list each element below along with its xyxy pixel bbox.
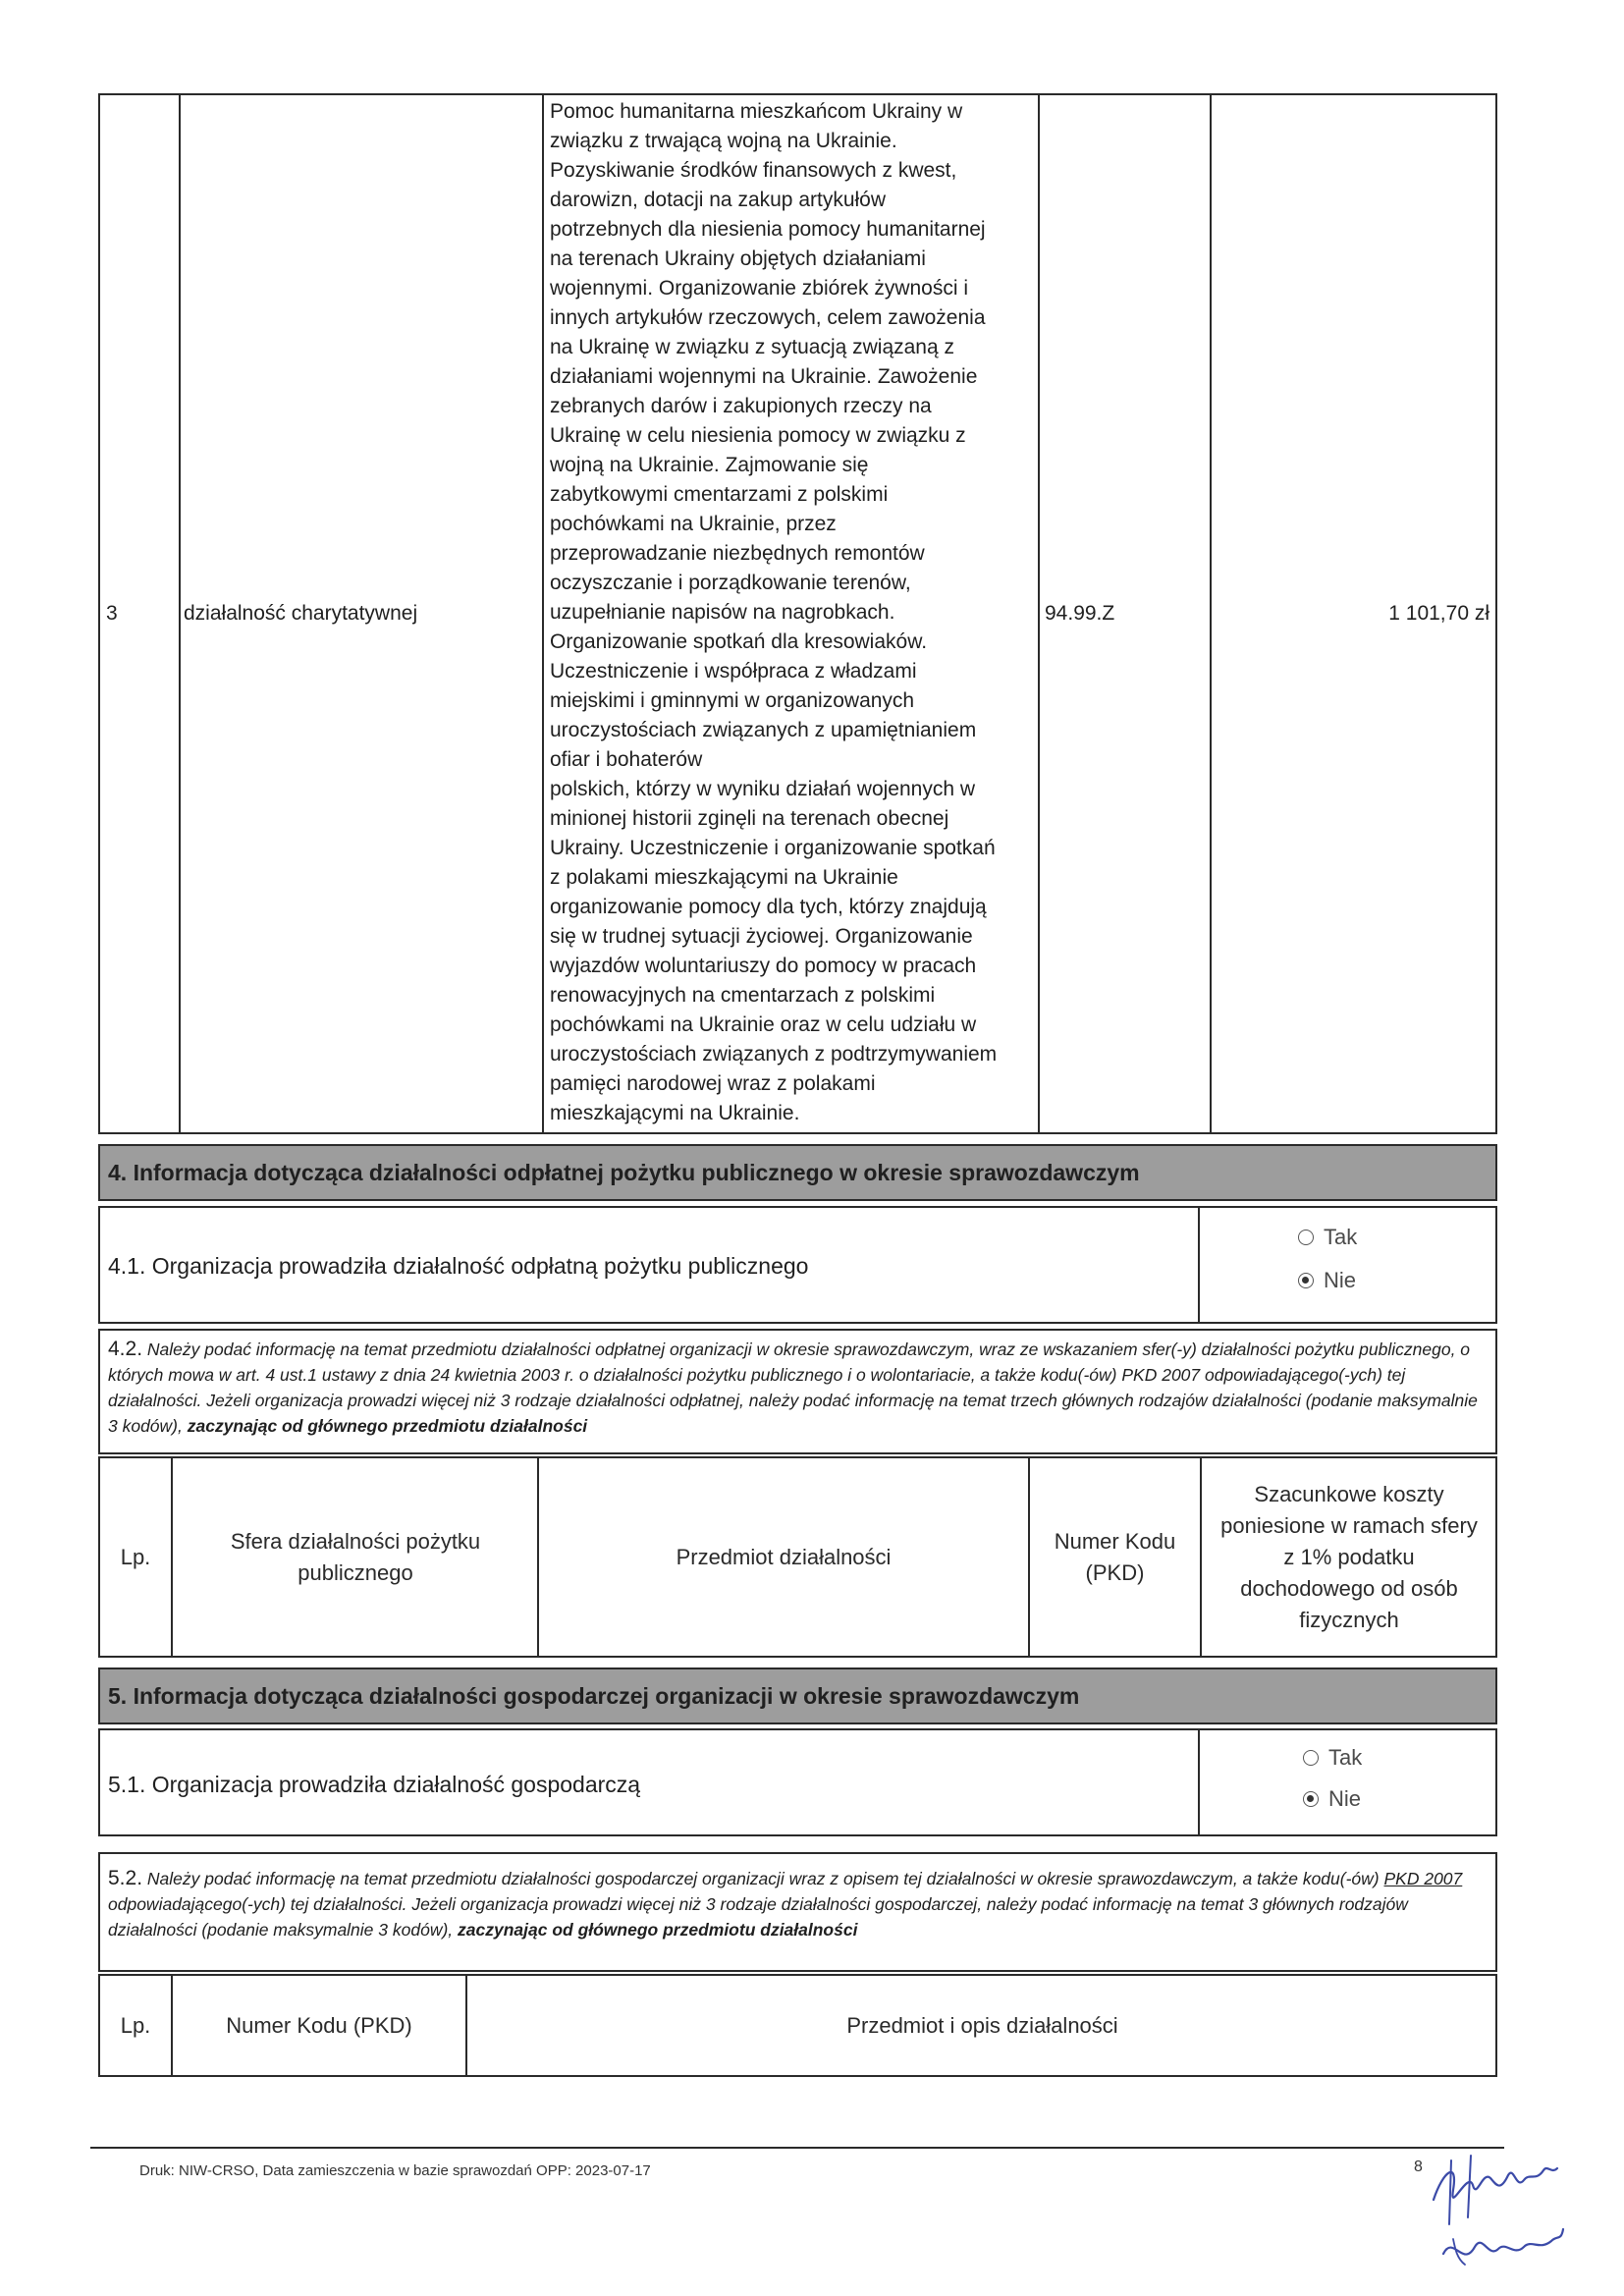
page-number: 8 [1414, 2159, 1423, 2175]
column-divider [1038, 95, 1040, 1132]
radio-label: Nie [1324, 1268, 1357, 1292]
q52-emphasis: zaczynając od głównego przedmiotu działalności [458, 1920, 858, 1940]
description-line: zabytkowymi cmentarzami z polskimi [550, 483, 889, 506]
q42-table-header [98, 1456, 1497, 1658]
description-line: związku z trwającą wojną na Ukrainie. [550, 130, 897, 152]
q41-options [1298, 1222, 1357, 1296]
description-line: miejskimi i gminnymi w organizowanych [550, 689, 915, 712]
description-line: pochówkami na Ukrainie oraz w celu udziału w [550, 1013, 977, 1036]
col-przedmiot: Przedmiot działalności [676, 1544, 892, 1569]
radio-label: Nie [1328, 1786, 1362, 1811]
description-line: przeprowadzanie niezbędnych remontów [550, 542, 925, 565]
description-line: Uczestniczenie i współpraca z władzami [550, 660, 917, 683]
column-divider [179, 95, 181, 1132]
q52-text: Należy podać informację na temat przedmiotu działalności gospodarczej organizacji wraz z opisem tej działalności w okresie sprawozdawczym, a także kodu(-ów) [146, 1869, 1384, 1888]
q41-radio-tak[interactable] [1298, 1222, 1357, 1253]
description-line: pamięci narodowej wraz z polakami [550, 1072, 876, 1095]
description-line: się w trudnej sytuacji życiowej. Organizowanie [550, 925, 973, 948]
q41-label: 4.1. Organizacja prowadziła działalność odpłatną pożytku publicznego [108, 1253, 809, 1279]
q41-radio-nie[interactable] [1298, 1265, 1357, 1296]
description-line: Organizowanie spotkań dla kresowiaków. [550, 630, 928, 653]
description-line: darowizn, dotacji na zakup artykułów [550, 189, 887, 211]
row-sfera: działalność charytatywnej [184, 602, 418, 625]
description-line: działaniami wojennymi na Ukrainie. Zawożenie [550, 365, 978, 388]
q52-text-cont: odpowiadającego(-ych) tej działalności. Jeżeli organizacja prowadzi więcej niż 3 rodzaje działalności gospodarczej, należy podać informację na temat 3 głównych rodzajów działalności (podanie maksymalnie 3 kodów), [108, 1894, 1408, 1940]
description-line: na terenach Ukrainy objętych działaniami [550, 247, 926, 270]
description-line: uroczystościach związanych z upamiętnianiem [550, 719, 977, 741]
radio-label: Tak [1324, 1225, 1358, 1249]
footer-rule [90, 2147, 1504, 2149]
description-line: uzupełnianie napisów na nagrobkach. [550, 601, 895, 624]
section5-header: 5. Informacja dotycząca działalności gospodarczej organizacji w okresie sprawozdawczym [98, 1667, 1497, 1724]
row-lp: 3 [106, 602, 118, 625]
handwritten-signature [1414, 2131, 1571, 2288]
q51-row [98, 1728, 1497, 1836]
radio-icon [1303, 1750, 1319, 1766]
column-divider [171, 1458, 173, 1656]
activity-row [98, 93, 1497, 1134]
col-koszty: Szacunkowe koszty poniesione w ramach sfery z 1% podatku dochodowego od osób fizycznych [1220, 1481, 1478, 1632]
col-lp: Lp. [120, 1544, 151, 1569]
description-line: innych artykułów rzeczowych, celem zawożenia [550, 306, 986, 329]
q51-radio-nie[interactable] [1303, 1783, 1362, 1815]
col-pkd: Numer Kodu (PKD) [1054, 1528, 1176, 1585]
row-pkd-code: 94.99.Z [1045, 602, 1115, 625]
q42-instructions [98, 1329, 1497, 1454]
q51-options [1303, 1742, 1362, 1815]
description-line: uroczystościach związanych z podtrzymywaniem [550, 1043, 998, 1066]
description-line: wojennymi. Organizowanie zbiórek żywności i [550, 277, 969, 300]
footer-print-info: Druk: NIW-CRSO, Data zamieszczenia w bazie sprawozdań OPP: 2023-07-17 [139, 2162, 651, 2179]
col-sfera: Sfera działalności pożytku publicznego [230, 1528, 481, 1585]
column-divider [1210, 95, 1212, 1132]
description-line: zebranych darów i zakupionych rzeczy na [550, 395, 932, 417]
radio-selected-icon [1298, 1273, 1314, 1288]
col-opis: Przedmiot i opis działalności [846, 2012, 1118, 2038]
description-line: na Ukrainę w związku z sytuacją związaną z [550, 336, 955, 358]
q42-text: Należy podać informację na temat przedmiotu działalności odpłatnej organizacji w okresie sprawozdawczym, wraz ze wskazaniem sfer(-y) działalności pożytku publicznego, o których mowa w art. 4 ust.1 ustawy z dnia 24 kwietnia 2003 r. o działalności pożytku publicznego i o wolontariacie, a także kodu(-ów) PKD 2007 odpowiadającego(-ych) tej działalności. Jeżeli organizacja prowadzi więcej niż 3 rodzaje działalności odpłatnej, należy podać informację na temat trzech głównych rodzajów działalności (podanie maksymalnie 3 kodów), [108, 1339, 1478, 1436]
description-line: z polakami mieszkającymi na Ukrainie [550, 866, 898, 889]
description-line: pochówkami na Ukrainie, przez [550, 513, 837, 535]
description-line: ofiar i bohaterów [550, 748, 703, 771]
q52-number: 5.2. [108, 1867, 143, 1889]
description-line: Pozyskiwanie środków finansowych z kwest, [550, 159, 957, 182]
column-divider [1198, 1730, 1200, 1834]
description-line: polskich, którzy w wyniku działań wojennych w [550, 778, 976, 800]
q42-number: 4.2. [108, 1338, 143, 1360]
description-line: Pomoc humanitarna mieszkańcom Ukrainy w [550, 100, 963, 123]
description-line: wojną na Ukrainie. Zajmowanie się [550, 454, 869, 476]
q51-radio-tak[interactable] [1303, 1742, 1362, 1774]
q51-label: 5.1. Organizacja prowadziła działalność gospodarczą [108, 1772, 641, 1797]
col-lp: Lp. [120, 2012, 151, 2038]
section4-header: 4. Informacja dotycząca działalności odpłatnej pożytku publicznego w okresie sprawozdawczym [98, 1144, 1497, 1201]
q52-table-header [98, 1974, 1497, 2077]
description-line: oczyszczanie i porządkowanie terenów, [550, 572, 911, 594]
q52-pkd-link: PKD 2007 [1383, 1869, 1463, 1888]
row-amount: 1 101,70 zł [1388, 602, 1489, 625]
description-line: organizowanie pomocy dla tych, którzy znajdują [550, 896, 987, 918]
column-divider [542, 95, 544, 1132]
description-line: renowacyjnych na cmentarzach z polskimi [550, 984, 936, 1007]
q41-row [98, 1206, 1497, 1324]
q52-instructions [98, 1852, 1497, 1972]
q42-emphasis: zaczynając od głównego przedmiotu działalności [187, 1416, 588, 1436]
description-line: mieszkającymi na Ukrainie. [550, 1102, 800, 1124]
col-pkd: Numer Kodu (PKD) [226, 2012, 412, 2038]
description-line: Ukrainy. Uczestniczenie i organizowanie spotkań [550, 837, 996, 859]
column-divider [1198, 1208, 1200, 1322]
description-line: Ukrainę w celu niesienia pomocy w związku z [550, 424, 966, 447]
radio-selected-icon [1303, 1791, 1319, 1807]
description-line: potrzebnych dla niesienia pomocy humanitarnej [550, 218, 986, 241]
row-description [550, 97, 1031, 1128]
radio-label: Tak [1328, 1745, 1363, 1770]
radio-icon [1298, 1230, 1314, 1245]
description-line: minionej historii zginęli na terenach obecnej [550, 807, 949, 830]
description-line: wyjazdów woluntariuszy do pomocy w pracach [550, 955, 977, 977]
